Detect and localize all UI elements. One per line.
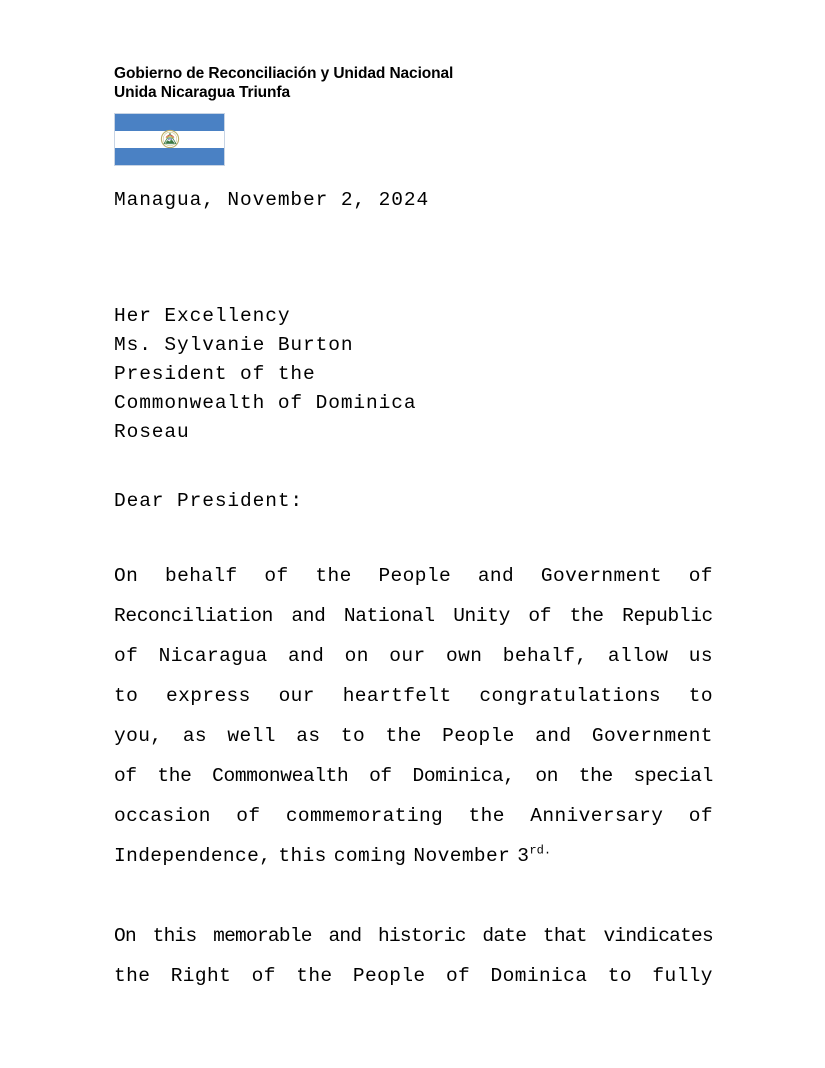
spacer-after-date-2 [114,261,713,302]
word: allow [607,645,669,667]
nicaragua-flag [114,113,225,166]
word: as [296,725,321,747]
salutation: Dear President: [114,490,304,512]
word: special [633,765,713,787]
paragraph-line [114,836,713,876]
word: Reconciliation [114,605,273,627]
address-line: President of the [114,363,316,385]
word: the [296,965,333,987]
paragraph-line [114,956,713,996]
paragraph-line [114,676,713,716]
word: fully [652,965,713,987]
word: to [340,725,366,747]
word: Government [591,725,713,747]
word: of [688,565,713,587]
word: this [152,925,197,947]
flag-band-bottom-blue [115,148,224,165]
date-line: Managua, November 2, 2024 [114,189,430,211]
word: of [114,765,137,787]
paragraph-1 [114,556,713,876]
word: of [688,805,713,827]
word: November [413,845,511,867]
word: of [114,645,139,667]
word: Dominica [490,965,588,987]
word: Nicaragua [158,645,268,667]
word: congratulations [479,685,661,707]
spacer-after-date [114,220,713,261]
word: of [236,805,261,827]
recipient-address-block [114,302,713,447]
word: the [569,605,604,627]
word: Government [540,565,662,587]
paragraph-line [114,636,713,676]
word: heartfelt [342,685,452,707]
letter-body [114,180,713,996]
word: vindicates [603,925,713,947]
word: and [287,645,325,667]
word: coming [333,845,407,867]
word: of [445,965,471,987]
word: behalf [164,565,238,587]
word: the [315,565,352,587]
paragraph-2 [114,916,713,996]
flag-band-top-blue [115,114,224,131]
word: the [468,805,505,827]
paragraphs-container [114,556,713,996]
word: of [251,965,276,987]
ordinal-suffix: rd. [529,843,552,858]
nicaragua-coat-of-arms-icon [159,130,180,149]
word: Independence, [114,845,272,867]
word: behalf, [502,645,588,667]
paragraph-line [114,596,713,636]
word: that [542,925,587,947]
word: On [114,925,136,947]
word: on [344,645,369,667]
spacer-before-body [114,516,713,556]
letterhead [114,64,734,102]
word: historic [378,925,466,947]
address-line: Her Excellency [114,305,291,327]
word: $3^{rd.}$ [517,843,552,867]
word: to [114,685,139,707]
word: of [264,565,289,587]
word: the [385,725,422,747]
paragraph-line [114,756,713,796]
word: Anniversary [530,805,664,827]
word: National [343,605,435,627]
word: and [477,565,515,587]
word: Unity [453,605,510,627]
word: on [535,765,559,787]
address-line: Commonwealth of Dominica [114,392,417,414]
word: Right [170,965,232,987]
word: People [378,565,452,587]
word: the [157,765,192,787]
word: our [389,645,426,667]
word: commemorating [285,805,444,827]
address-line: Ms. Sylvanie Burton [114,334,354,356]
word: and [328,925,362,947]
word: People [352,965,426,987]
spacer-before-salutation [114,447,713,487]
word: Dominica, [412,765,515,787]
word: On [114,565,139,587]
word: and [291,605,326,627]
word: well [227,725,276,747]
word: and [535,725,572,747]
paragraph-line [114,556,713,596]
word: memorable [213,925,312,947]
word: our [278,685,315,707]
word: as [182,725,208,747]
word: People [442,725,515,747]
letterhead-line-2: Unida Nicaragua Triunfa [114,84,290,101]
word: the [114,965,151,987]
word: us [688,645,713,667]
flag-band-middle-white [115,131,224,148]
paragraph-gap [114,876,713,916]
word: to [607,965,632,987]
paragraph-line [114,796,713,836]
word: occasion [114,805,211,827]
paragraph-line [114,716,713,756]
word: the [578,765,613,787]
word: date [482,925,527,947]
address-line: Roseau [114,421,190,443]
word: to [688,685,713,707]
word: own [446,645,483,667]
word: this [278,845,327,867]
word: you, [114,725,163,747]
word: Commonwealth [212,765,349,787]
word: express [166,685,251,707]
word: of [369,765,392,787]
paragraph-line [114,916,713,956]
word: Republic [622,605,713,627]
letterhead-line-1: Gobierno de Reconciliación y Unidad Nacional [114,65,454,82]
word: of [528,605,552,627]
